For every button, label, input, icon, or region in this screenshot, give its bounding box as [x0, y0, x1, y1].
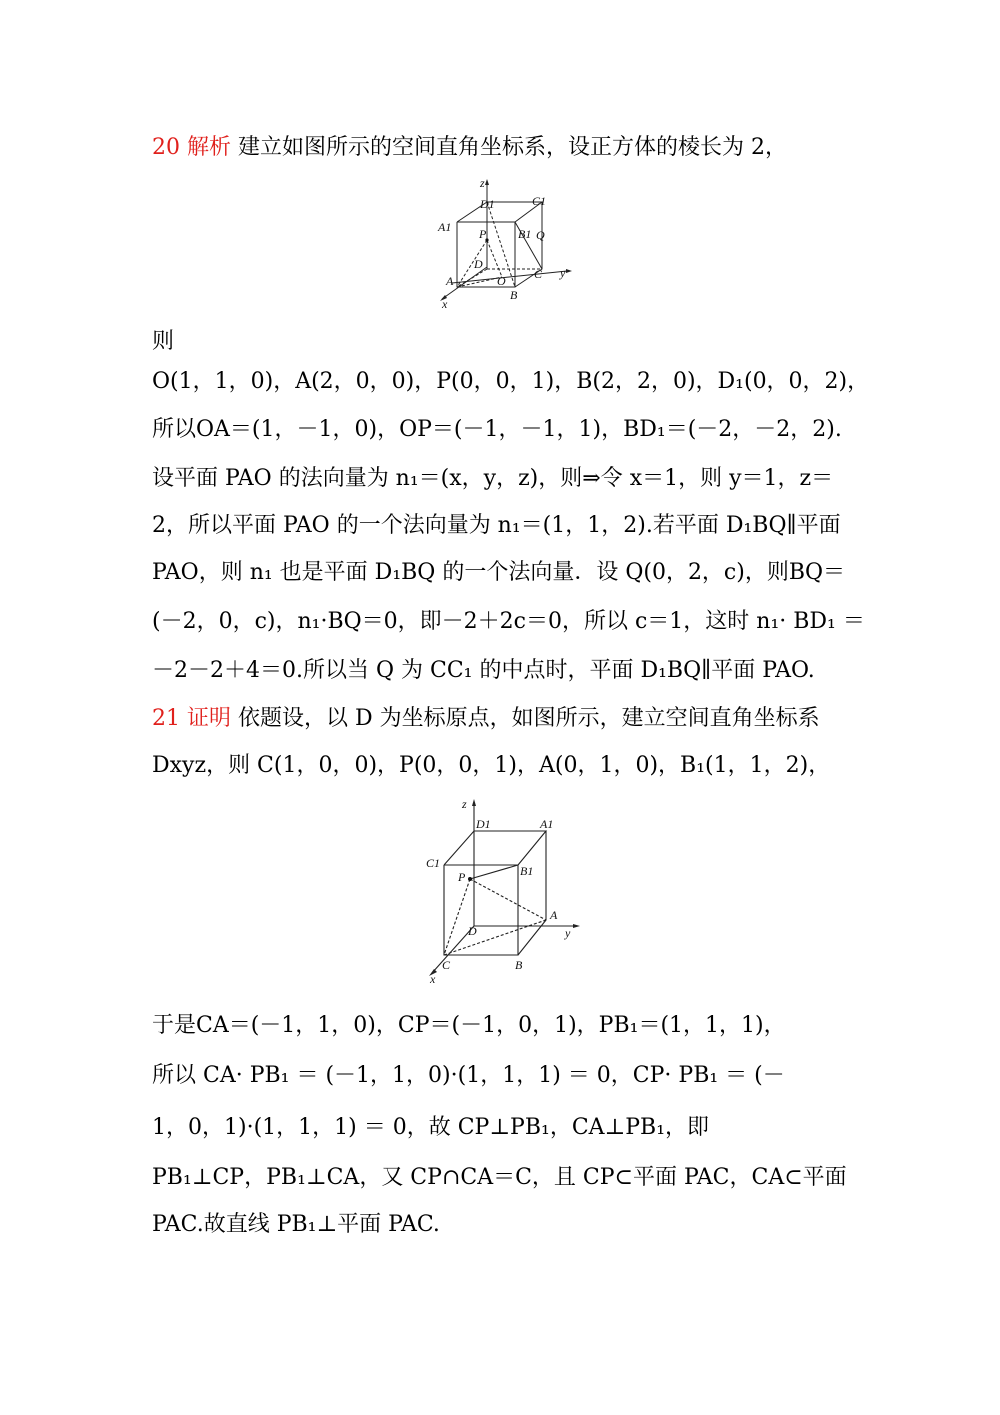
- problem-number: 21: [152, 706, 180, 731]
- label-x: x: [442, 297, 448, 310]
- p20-line-7: (－2，0，c)，n₁·BQ＝0，即－2＋2c＝0，所以 c＝1，这时 n₁· BD₁ ＝: [152, 609, 865, 634]
- problem-intro: 建立如图所示的空间直角坐标系，设正方体的棱长为 2，: [238, 135, 788, 160]
- p21-line-3: 于是CA＝(－1，1，0)，CP＝(－1，0，1)，PB₁＝(1，1，1)，: [152, 1013, 786, 1038]
- problem-number: 20: [152, 135, 180, 160]
- problem-intro: 依题设，以 D 为坐标原点，如图所示，建立空间直角坐标系: [238, 706, 820, 731]
- label-b1: B1: [518, 227, 532, 241]
- p20-line-2: O(1，1，0)，A(2，0，0)，P(0，0，1)，B(2，2，0)，D₁(0，0，2)，: [152, 369, 870, 394]
- label-p: P: [458, 870, 466, 884]
- p20-line-8: －2－2＋4＝0.所以当 Q 为 CC₁ 的中点时，平面 D₁BQ∥平面 PAO.: [152, 658, 815, 683]
- p21-line-5: 1，0，1)·(1，1，1) ＝ 0，故 CP⊥PB₁，CA⊥PB₁，即: [152, 1115, 710, 1140]
- label-p: P: [479, 227, 487, 241]
- p21-line-7: PAC.故直线 PB₁⊥平面 PAC.: [152, 1212, 440, 1237]
- label-c1: C1: [532, 194, 547, 208]
- label-q: Q: [536, 228, 545, 242]
- label-c: C: [534, 267, 543, 281]
- label-a: A: [446, 274, 454, 288]
- label-a: A: [550, 908, 558, 922]
- p21-line-2: Dxyz，则 C(1，0，0)，P(0，0，1)，A(0，1，0)，B₁(1，1，2)，: [152, 753, 831, 778]
- top-face: [457, 202, 542, 222]
- p20-line-4: 设平面 PAO 的法向量为 n₁＝(x，y，z)，则⇒令 x＝1，则 y＝1，z＝: [152, 466, 834, 491]
- label-y: y: [560, 266, 566, 280]
- top-face: [444, 831, 546, 865]
- label-d1: D1: [476, 817, 491, 831]
- label-x: x: [430, 972, 436, 985]
- label-d1: D1: [480, 197, 495, 211]
- p20-line-5: 2，所以平面 PAO 的一个法向量为 n₁＝(1，1，2).若平面 D₁BQ∥平面: [152, 513, 841, 538]
- solution-tag: 解析: [187, 135, 232, 160]
- p20-line-1: 则: [152, 329, 175, 354]
- label-y: y: [565, 926, 571, 940]
- right-face: [518, 831, 546, 955]
- p20-line-3: 所以OA＝(1，－1，0)，OP＝(－1，－1，1)，BD₁＝(－2，－2，2).: [152, 417, 842, 442]
- label-c1: C1: [426, 856, 441, 870]
- cube-figure-21: [420, 795, 590, 985]
- y-axis-line: [452, 271, 567, 283]
- label-a1: A1: [540, 817, 554, 831]
- front-face: [444, 865, 518, 955]
- problem-21-heading: [152, 704, 852, 734]
- label-a1: A1: [438, 220, 452, 234]
- label-d: D: [468, 924, 477, 938]
- proof-tag: 证明: [187, 706, 232, 731]
- p21-line-6: PB₁⊥CP，PB₁⊥CA，又 CP∩CA＝C，且 CP⊂平面 PAC，CA⊂平面: [152, 1165, 847, 1190]
- label-z: z: [480, 176, 485, 190]
- p21-line-4: 所以 CA· PB₁ ＝ (－1，1，0)·(1，1，1) ＝ 0，CP· PB₁ ＝ (－: [152, 1063, 785, 1088]
- label-o: O: [497, 274, 506, 288]
- problem-20-heading: [152, 133, 852, 163]
- label-c: C: [442, 958, 451, 972]
- label-b: B: [515, 958, 523, 972]
- cube-figure-20: [432, 175, 582, 310]
- label-d: D: [474, 257, 483, 271]
- label-z: z: [462, 797, 467, 811]
- label-b: B: [510, 288, 518, 302]
- p20-line-6: PAO，则 n₁ 也是平面 D₁BQ 的一个法向量．设 Q(0，2，c)，则BQ＝: [152, 560, 846, 585]
- label-b1: B1: [520, 864, 534, 878]
